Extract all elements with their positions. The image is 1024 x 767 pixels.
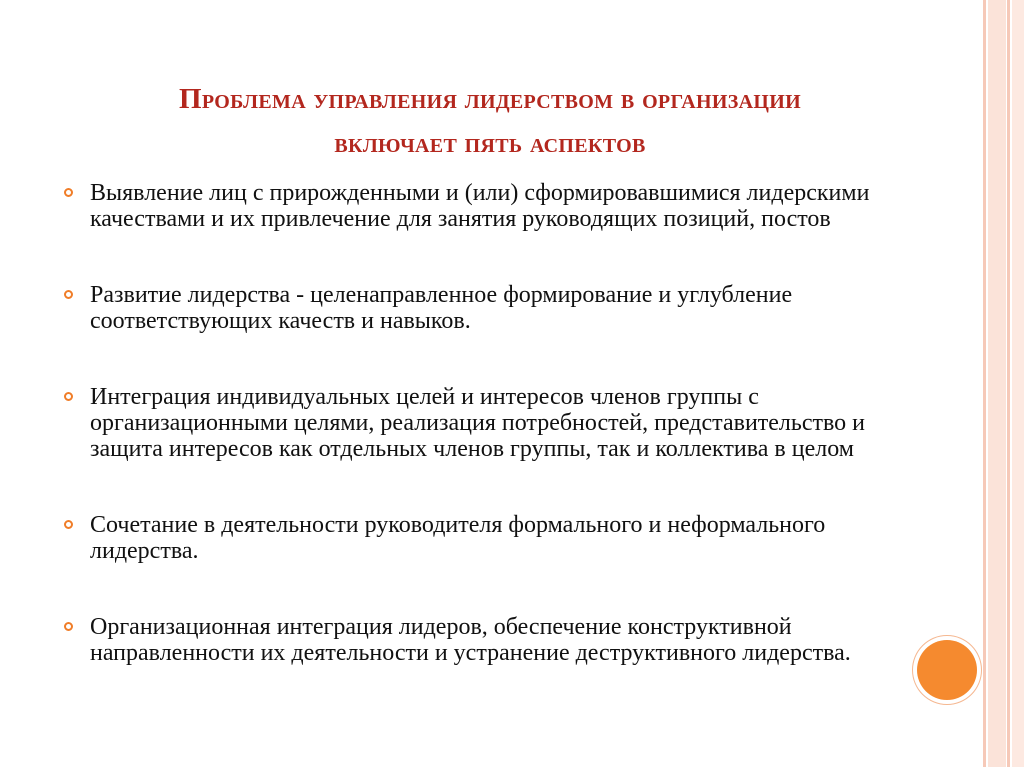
- bullet-text: Сочетание в деятельности руководителя формального и неформального лидерства.: [90, 512, 826, 564]
- bullet-text: Интеграция индивидуальных целей и интересов членов группы с организационными целями, реализация потребностей, представительство и защита интересов как отдельных членов группы, так и коллектива в целом: [90, 384, 865, 462]
- decorative-stripe: [1007, 0, 1010, 767]
- slide-title-line-2: включает пять аспектов: [334, 127, 646, 160]
- list-item: [64, 180, 894, 232]
- decorative-stripe: [1012, 0, 1024, 767]
- circle-bullet-icon: [64, 392, 73, 401]
- orange-circle-icon: [917, 640, 977, 700]
- circle-bullet-icon: [64, 290, 73, 299]
- list-item: [64, 384, 894, 462]
- bullet-list: [64, 180, 894, 716]
- list-item: [64, 282, 894, 334]
- decorative-stripe: [988, 0, 1006, 767]
- slide-title-line-1: Проблема управления лидерством в организации: [179, 83, 801, 116]
- bullet-text: Организационная интеграция лидеров, обеспечение конструктивной направленности их деятельности и устранение деструктивного лидерства.: [90, 614, 851, 666]
- bullet-text: Развитие лидерства - целенаправленное формирование и углубление соответствующих качеств и навыков.: [90, 282, 793, 334]
- circle-bullet-icon: [64, 188, 73, 197]
- slide-title: [60, 77, 920, 165]
- circle-bullet-icon: [64, 622, 73, 631]
- list-item: [64, 614, 894, 666]
- bullet-text: Выявление лиц с прирожденными и (или) сформировавшимися лидерскими качествами и их привлечение для занятия руководящих позиций, постов: [90, 180, 870, 232]
- circle-bullet-icon: [64, 520, 73, 529]
- decorative-stripe: [983, 0, 986, 767]
- list-item: [64, 512, 894, 564]
